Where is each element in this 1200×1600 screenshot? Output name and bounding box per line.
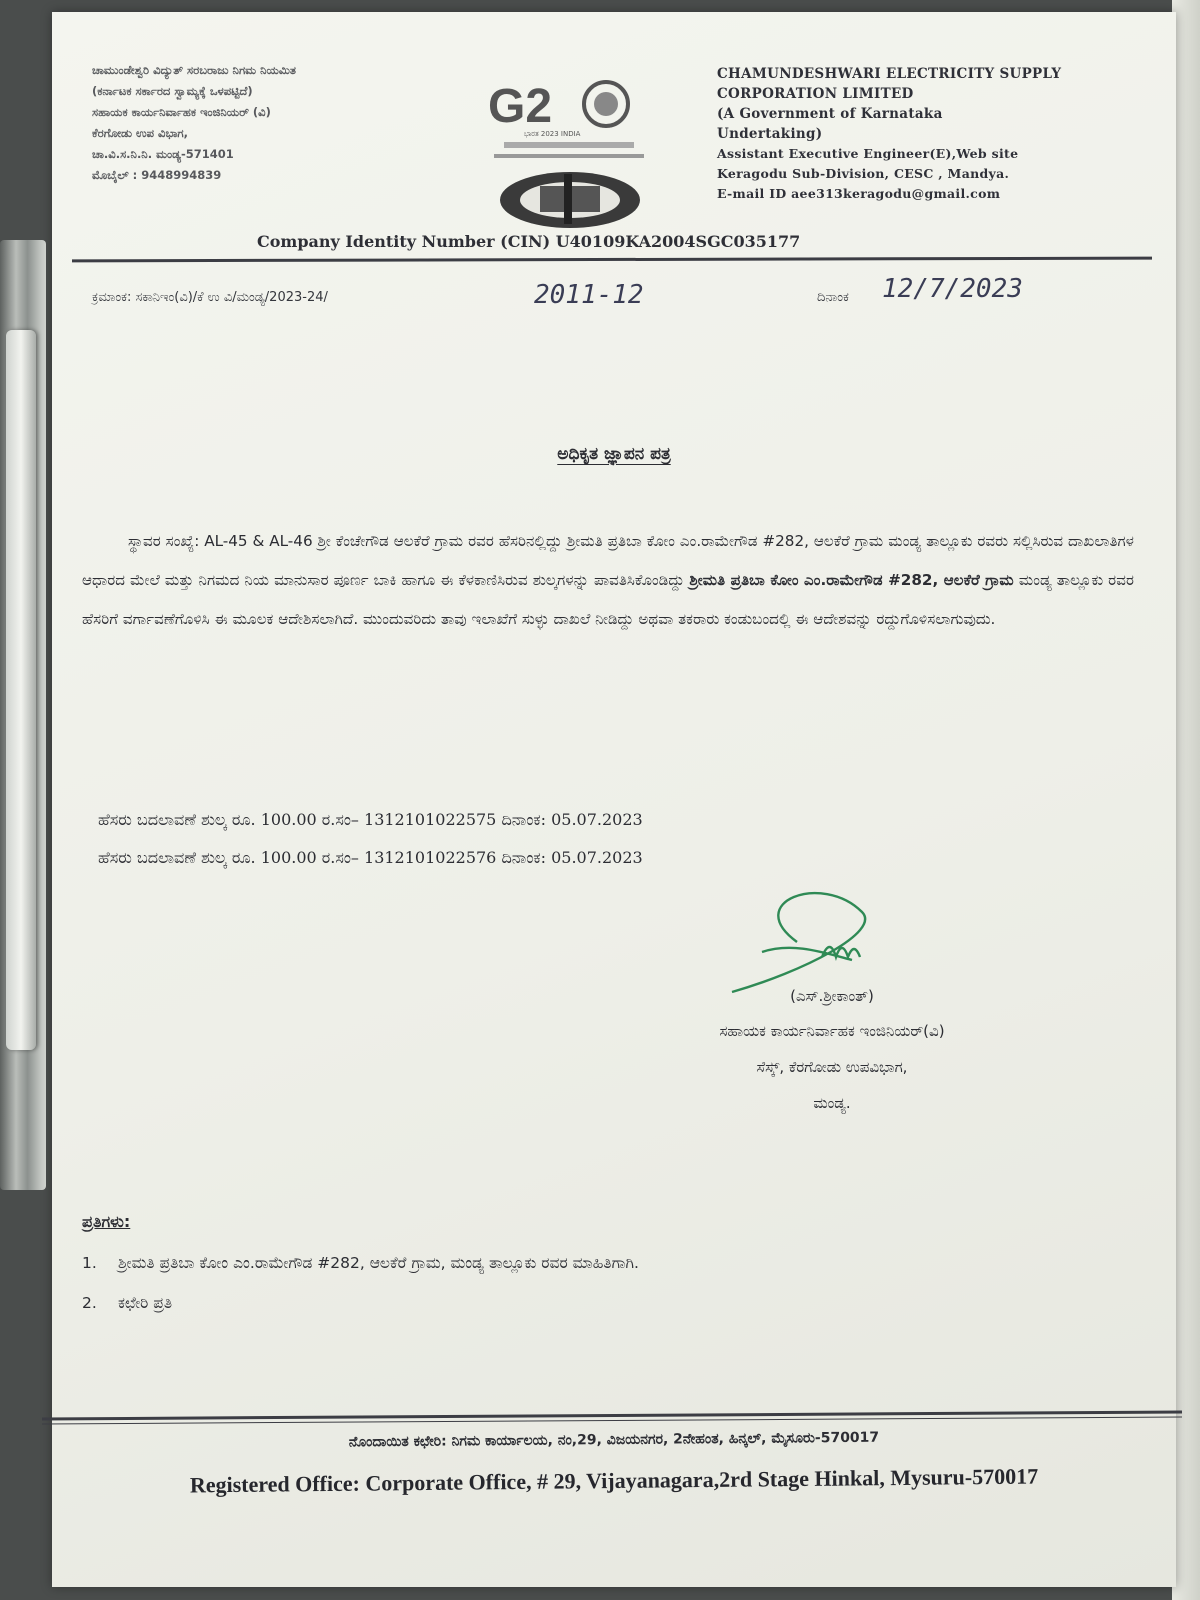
copy-item-text: ಶ್ರೀಮತಿ ಪ್ರತಿಬಾ ಕೋಂ ಎಂ.ರಾಮೇಗೌಡ #282, ಆಲಕೆರೆ ಗ್ರಾಮ, ಮಂಡ್ಯ ತಾಲ್ಲೂಕು ರವರ ಮಾಹಿತಿಗಾಗಿ. [118,1254,639,1272]
copy-item-number: 1. [82,1254,97,1272]
kannada-letterhead [92,60,472,186]
signatory-office: ಸೆಸ್ಕ್, ಕೆರಗೋಡು ಉಪವಿಭಾಗ, [756,1058,908,1076]
kannada-header-line: ಚಾಮುಂಡೇಶ್ವರಿ ವಿದ್ಯುತ್ ಸರಬರಾಜು ನಿಗಮ ನಿಯಮಿತ [92,63,296,77]
copy-item-number: 2. [82,1294,97,1312]
signatory-place: ಮಂಡ್ಯ. [813,1094,851,1112]
date-label: ದಿನಾಂಕ [817,290,849,305]
footer-rule [42,1411,1182,1421]
svg-text:G2: G2 [488,80,553,133]
reference-line [92,274,1152,320]
order-paragraph [82,522,1134,639]
g20-logo [484,74,654,234]
kannada-header-line: ಚಾ.ವಿ.ಸ.ನಿ.ನಿ. ಮಂಡ್ಯ-571401 [92,147,234,161]
document-title: ಅಧಿಕೃತ ಜ್ಞಾಪನ ಪತ್ರ [557,444,671,464]
copies-heading: ಪ್ರತಿಗಳು: [82,1212,131,1231]
email-line: E-mail ID aee313keragodu@gmail.com [717,186,1001,201]
svg-text:ಭಾರತ 2023 INDIA: ಭಾರತ 2023 INDIA [524,130,581,138]
copy-item [82,1294,172,1313]
order-text-part: ಮಂಡ್ಯ ತಾಲ್ಲೂಕು ರವರ ಹೆಸರಿಗೆ ವರ್ಗಾವಣೆಗೊಳಿಸಿ ಈ ಮೂಲಕ ಆದೇಶಿಸಲಾಗಿದೆ. ಮುಂದುವರಿದು ತಾವು ಇಲಾಖೆಗೆ ಸುಳ್ಳು ದಾಖಲೆ ನೀಡಿದ್ದು ಅಥವಾ ತಕರಾರು ಕಂಡುಬಂದಲ್ಲಿ ಈ ಆದೇಶವನ್ನು ರದ್ದುಗೊಳಿಸಲಾಗುವುದು. [82,571,1134,628]
fee-line: ಹೆಸರು ಬದಲಾವಣೆ ಶುಲ್ಕ ರೂ. 100.00 ರ.ಸಂ– 1312101022575 ದಿನಾಂಕ: 05.07.2023 [98,810,643,829]
copy-item-text: ಕಛೇರಿ ಪ್ರತಿ [118,1294,173,1312]
company-status-line: Undertaking) [717,126,823,142]
kannada-header-line: ಕೆರಗೋಡು ಉಪ ವಿಭಾಗ, [92,126,188,140]
copy-item [82,1254,639,1273]
company-cin: Company Identity Number (CIN) U40109KA2004SGC035177 [257,232,801,251]
handwritten-reference-number: 2011-12 [534,280,644,310]
kannada-header-line: ಮೊಬೈಲ್ : 9448994839 [92,168,222,182]
reference-label: ಕ್ರಮಾಂಕ: ಸಕಾನಿಇಂ(ವಿ)/ಕೆ ಉ ವಿ/ಮಂಡ್ಯ/2023-24/ [92,290,328,305]
footer-kannada-address: ನೊಂದಾಯಿತ ಕಛೇರಿ: ನಿಗಮ ಕಾರ್ಯಾಲಯ, ನಂ,29, ವಿಜಯನಗರ, 2ನೇಹಂತ, ಹಿನ್ಕಲ್, ಮೈಸೂರು-570017 [348,1429,880,1451]
english-letterhead [717,64,1107,204]
company-name-line: CORPORATION LIMITED [717,86,914,102]
company-status-line: (A Government of Karnataka [717,106,943,122]
logo-block [484,74,654,234]
right-paper-edge [1172,0,1200,1600]
header-rule [72,257,1152,263]
order-text-bold: ಶ್ರೀಮತಿ ಪ್ರತಿಬಾ ಕೋಂ ಎಂ.ರಾಮೇಗೌಡ #282, ಆಲಕೆರೆ ಗ್ರಾಮ [689,571,1014,589]
kannada-header-line: ಸಹಾಯಕ ಕಾರ್ಯನಿರ್ವಾಹಕ ಇಂಜಿನಿಯರ್ (ವಿ) [92,105,271,119]
signatory-name: (ಎಸ್.ಶ್ರೀಕಾಂತ್) [790,987,874,1005]
letter-page [52,12,1176,1587]
footer-english-address: Registered Office: Corporate Office, # 29, Vijayanagara,2rd Stage Hinkal, Mysuru-570017 [189,1463,1039,1498]
handwritten-signature [702,882,902,1002]
fee-line: ಹೆಸರು ಬದಲಾವಣೆ ಶುಲ್ಕ ರೂ. 100.00 ರ.ಸಂ– 1312101022576 ದಿನಾಂಕ: 05.07.2023 [98,848,643,867]
kannada-header-line: (ಕರ್ನಾಟಕ ಸರ್ಕಾರದ ಸ್ವಾಮ್ಯಕ್ಕೆ ಒಳಪಟ್ಟಿದೆ) [92,84,253,98]
office-line: Assistant Executive Engineer(E),Web site [717,146,1019,161]
office-line: Keragodu Sub-Division, CESC , Mandya. [717,166,1010,181]
binder-clip [6,330,36,1050]
handwritten-date: 12/7/2023 [882,274,1023,304]
company-name-line: CHAMUNDESHWARI ELECTRICITY SUPPLY [717,66,1062,82]
order-text-part: ಸ್ಥಾವರ ಸಂಖ್ಯೆ: AL-45 & AL-46 ಶ್ರೀ ಕೆಂಚೇಗೌಡ ಆಲಕೆರೆ ಗ್ರಾಮ ರವರ ಹೆಸರಿನಲ್ಲಿದ್ದು ಶ್ರೀಮತಿ ಪ್ರತಿಬಾ ಕೋಂ ಎಂ.ರಾಮೇಗೌಡ #282, ಆಲಕೆರೆ ಗ್ರಾಮ ಮಂಡ್ಯ ತಾಲ್ಲೂಕು ರವರು ಸಲ್ಲಿಸಿರುವ ದಾಖಲಾತಿಗಳ ಆಧಾರದ ಮೇಲೆ ಮತ್ತು ನಿಗಮದ ನಿಯ ಮಾನುಸಾರ ಪೂರ್ಣ ಬಾಕಿ ಹಾಗೂ ಈ ಕೆಳಕಾಣಿಸಿರುವ ಶುಲ್ಕಗಳನ್ನು ಪಾವತಿಸಿಕೊಂಡಿದ್ದು [82,532,1134,589]
signatory-designation: ಸಹಾಯಕ ಕಾರ್ಯನಿರ್ವಾಹಕ ಇಂಜಿನಿಯರ್(ವಿ) [719,1022,945,1040]
